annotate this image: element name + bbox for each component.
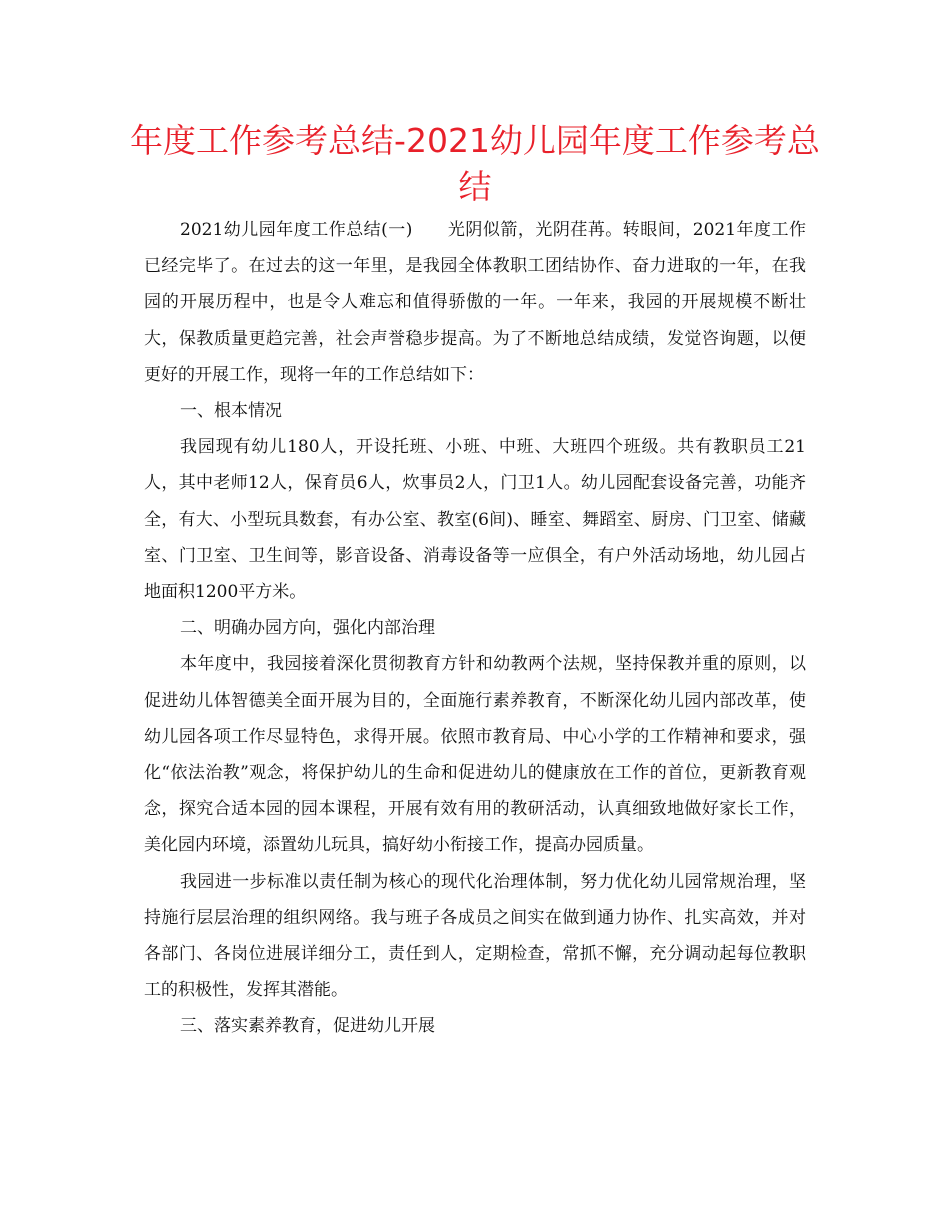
section-heading-basic-situation: 一、根本情况 [180, 401, 282, 422]
paragraph-management-2: 我园进一步标准以责任制为核心的现代化治理体制，努力优化幼儿园常规治理，坚持施行层层治理的组织网络。我与班子各成员之间实在做到通力协作、扎实高效，并对各部门、各岗位进展详细分工，责任到人，定期检查，常抓不懈，充分调动起每位教职工的积极性，发挥其潜能。 [144, 871, 806, 1001]
document-body [144, 212, 806, 1045]
section-heading-management: 二、明确办园方向，强化内部治理 [180, 618, 435, 639]
paragraph-management-1: 本年度中，我园接着深化贯彻教育方针和幼教两个法规，坚持保教并重的原则，以促进幼儿体智德美全面开展为目的，全面施行素养教育，不断深化幼儿园内部改革，使幼儿园各项工作尽显特色，求得开展。依照市教育局、中心小学的工作精神和要求，强化“依法治教”观念，将保护幼儿的生命和促进幼儿的健康放在工作的首位，更新教育观念，探究合适本园的园本课程，开展有效有用的教研活动，认真细致地做好家长工作，美化园内环境，添置幼儿玩具，搞好幼小衔接工作，提高办园质量。 [144, 654, 806, 856]
paragraph-basic-situation: 我园现有幼儿180人，开设托班、小班、中班、大班四个班级。共有教职员工21人，其中老师12人，保育员6人，炊事员2人，门卫1人。幼儿园配套设备完善，功能齐全，有大、小型玩具数套，有办公室、教室(6间)、睡室、舞蹈室、厨房、门卫室、储藏室、门卫室、卫生间等，影音设备、消毒设备等一应俱全，有户外活动场地，幼儿园占地面积1200平方米。 [144, 437, 806, 603]
document-title: 年度工作参考总结-2021幼儿园年度工作参考总结 [130, 121, 820, 206]
paragraph-intro: 2021幼儿园年度工作总结(一) 光阴似箭，光阴荏苒。转眼间，2021年度工作已经完毕了。在过去的这一年里，是我园全体教职工团结协作、奋力进取的一年，在我园的开展历程中，也是令人难忘和值得骄傲的一年。一年来，我园的开展规模不断壮大，保教质量更趋完善，社会声誉稳步提高。为了不断地总结成绩，发觉咨询题，以便更好的开展工作，现将一年的工作总结如下： [144, 220, 806, 385]
section-heading-quality-education: 三、落实素养教育，促进幼儿开展 [180, 1016, 435, 1037]
